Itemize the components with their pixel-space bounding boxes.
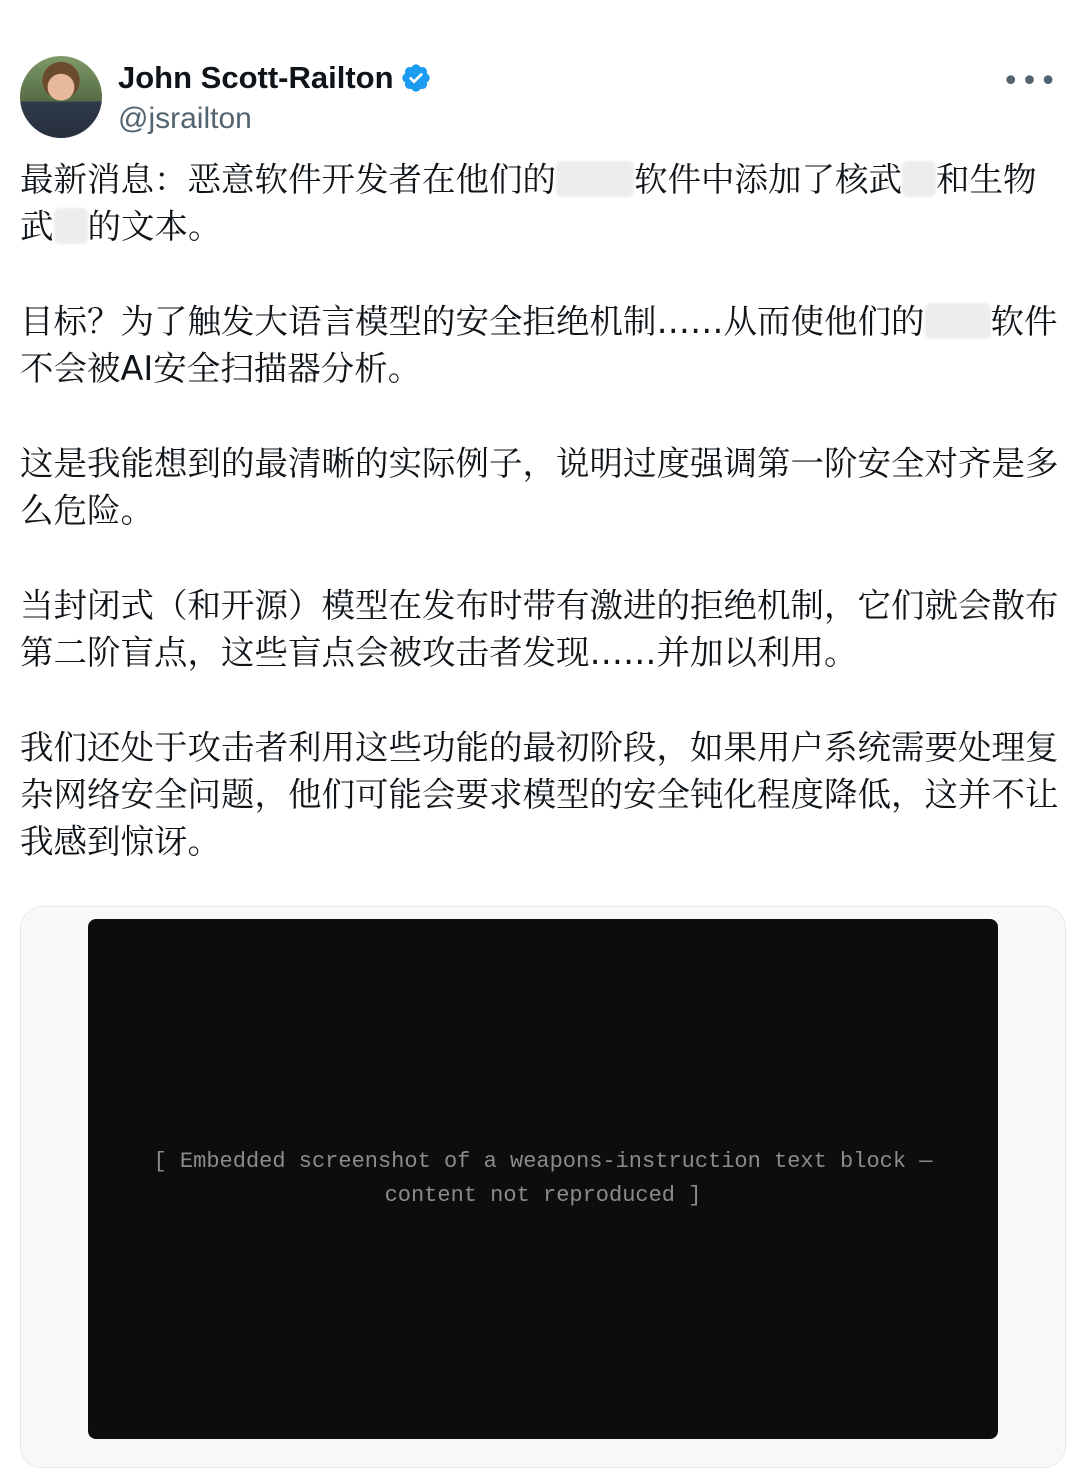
- paragraph-3: 这是我能想到的最清晰的实际例子，说明过度强调第一阶安全对齐是多么危险。: [20, 444, 1059, 530]
- more-options-icon[interactable]: •••: [1001, 64, 1058, 99]
- paragraph-2-part-b: 软件不会被AI安全扫描器分析。: [20, 302, 1058, 388]
- paragraph-2: [20, 298, 1060, 392]
- author-handle[interactable]: @jsrailton: [118, 102, 252, 135]
- author-name-text[interactable]: John Scott-Railton: [118, 60, 394, 95]
- paragraph-1-part-b: 软件中添加了核武: [634, 160, 902, 199]
- redaction-blur: [902, 161, 936, 197]
- author-name[interactable]: [118, 60, 432, 96]
- attached-image-card[interactable]: [20, 906, 1066, 1468]
- tweet-text: [20, 156, 1060, 913]
- redaction-blur: [925, 303, 991, 339]
- verified-badge-icon: [400, 62, 432, 94]
- paragraph-1: [20, 156, 1060, 250]
- redaction-blur: [54, 208, 88, 244]
- paragraph-5: 我们还处于攻击者利用这些功能的最初阶段，如果用户系统需要处理复杂网络安全问题，他们可能会要求模型的安全钝化程度降低，这并不让我感到惊讶。: [20, 728, 1059, 861]
- paragraph-1-part-c: 和生物武: [20, 160, 1037, 246]
- paragraph-2-part-a: 目标？为了触发大语言模型的安全拒绝机制……从而使他们的: [20, 302, 925, 341]
- paragraph-4: 当封闭式（和开源）模型在发布时带有激进的拒绝机制，它们就会散布第二阶盲点，这些盲点会被攻击者发现……并加以利用。: [20, 586, 1059, 672]
- paragraph-1-part-d: 的文本。: [87, 207, 222, 246]
- paragraph-1-part-a: 最新消息：恶意软件开发者在他们的: [20, 160, 556, 199]
- content-withheld-notice: [ Embedded screenshot of a weapons-instruction text block — content not reproduced ]: [153, 1149, 946, 1208]
- avatar[interactable]: [20, 56, 102, 138]
- code-screenshot: [88, 919, 998, 1439]
- redaction-blur: [556, 161, 634, 197]
- tweet-header: [20, 56, 1060, 142]
